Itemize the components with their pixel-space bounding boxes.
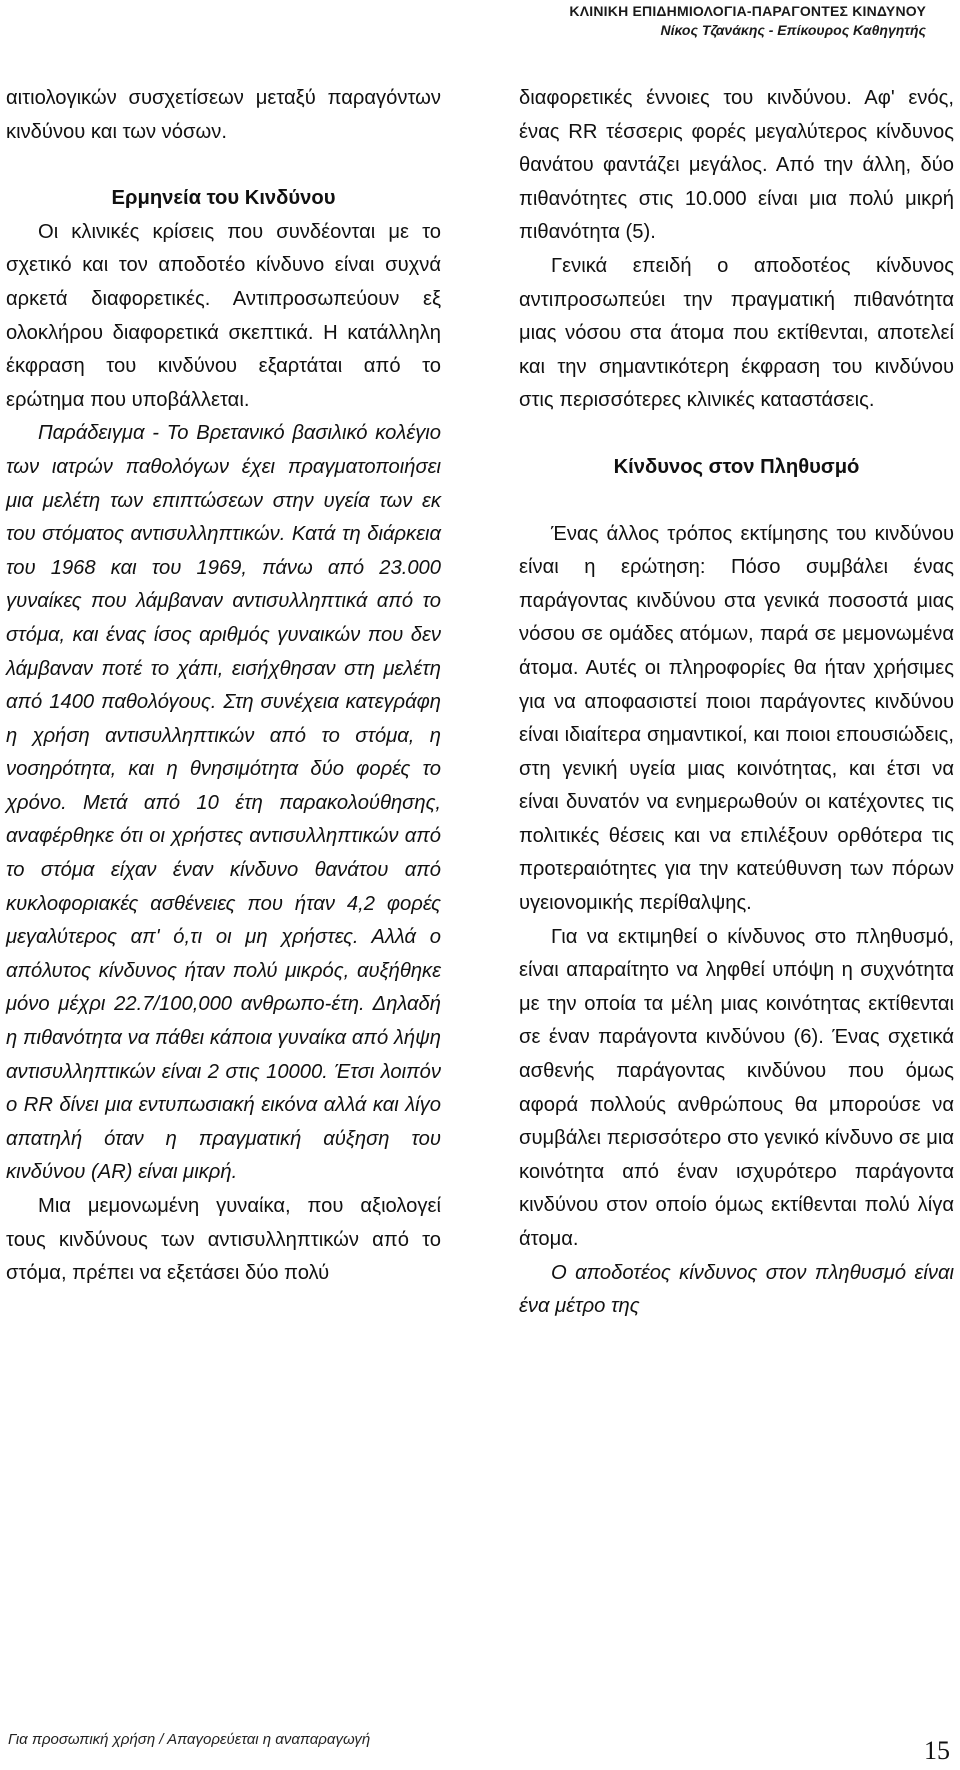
header-title: ΚΛΙΝΙΚΗ ΕΠΙΔΗΜΙΟΛΟΓΙΑ-ΠΑΡΑΓΟΝΤΕΣ ΚΙΝΔΥΝΟΥ xyxy=(569,3,926,19)
section-heading-risk-interpretation: Ερμηνεία του Κινδύνου xyxy=(111,187,336,210)
right-column xyxy=(519,82,954,1324)
page-header xyxy=(226,0,926,40)
right-paragraph-1: Γενικά επειδή ο αποδοτέος κίνδυνος αντιπροσωπεύει την πραγματική πιθανότητα μιας νόσου στα άτομα που εκτίθενται, αποτελεί και την σημαντικότερη έκφραση του κινδύνου στις περισσότερες κλινικές καταστάσεις. xyxy=(519,254,954,412)
left-paragraph-1: Οι κλινικές κρίσεις που συνδέονται με το σχετικό και τον αποδοτέο κίνδυνο είναι συχνά αρκετά διαφορετικές. Αντιπροσωπεύουν εξ ολοκλήρου διαφορετικά σκεπτικά. Η κατάλληλη έκφραση του κινδύνου εξαρτάται από το ερώτημα που υποβάλλεται. xyxy=(6,220,441,411)
section-heading-population-risk: Κίνδυνος στον Πληθυσμό xyxy=(613,455,860,478)
right-continuation-text: διαφορετικές έννοιες του κινδύνου. Αφ' ενός, ένας RR τέσσερις φορές μεγαλύτερος κίνδυνος θανάτου φαντάζει μεγάλος. Από την άλλη, δύο πιθανότητες στις 10.000 είναι μια πολύ μικρή πιθανότητα (5). xyxy=(519,87,954,244)
spacer xyxy=(6,149,441,182)
footer-copyright-notice: Για προσωπική χρήση / Απαγορεύεται η αναπαραγωγή xyxy=(8,1731,371,1748)
right-paragraph-3: Για να εκτιμηθεί ο κίνδυνος στο πληθυσμό, είναι απαραίτητο να ληφθεί υπόψη η συχνότητα με την οποία τα μέλη μιας κοινότητας εκτίθενται σε έναν παράγοντα κινδύνου (6). Ένας σχετικά ασθενής παράγοντας κινδύνου που όμως αφορά πολλούς ανθρώπους θα μπορούσε να συμβάλει περισσότερο στο γενικό κίνδυνο σε μια κοινότητα από έναν ισχυρότερο παράγοντα κινδύνου στον οποίο όμως εκτίθενται πολύ λίγα άτομα. xyxy=(519,925,954,1250)
left-paragraph-2: Μια μεμονωμένη γυναίκα, που αξιολογεί τους κινδύνους των αντισυλληπτικών από το στόμα, πρέπει να εξετάσει δύο πολύ xyxy=(6,1195,441,1285)
right-paragraph-4: Ο αποδοτέος κίνδυνος στον πληθυσμό είναι ένα μέτρο της xyxy=(519,1261,954,1318)
page-number: 15 xyxy=(924,1736,950,1765)
header-author: Νίκος Τζανάκης - Επίκουρος Καθηγητής xyxy=(660,22,926,38)
left-column xyxy=(6,82,441,1291)
left-intro-text: αιτιολογικών συσχετίσεων μεταξύ παραγόντων κινδύνου και των νόσων. xyxy=(6,87,441,143)
left-example-paragraph: Παράδειγμα - Το Βρετανικό βασιλικό κολέγιο των ιατρών παθολόγων έχει πραγματοποιήσει μια μελέτη των επιπτώσεων στην υγεία των εκ του στόματος αντισυλληπτικών. Κατά τη διάρκεια του 1968 και του 1969, πάνω από 23.000 γυναίκες που λάμβαναν αντισυλληπτικά από το στόμα, και ένας ίσος αριθμός γυναικών που δεν λάμβαναν ποτέ το χάπι, εισήχθησαν στη μελέτη από 1400 παθολόγους. Στη συνέχεια κατεγράφη η χρήση αντισυλληπτικών από το στόμα, η νοσηρότητα, και η θνησιμότητα δύο φορές το χρόνο. Μετά από 10 έτη παρακολούθησης, αναφέρθηκε ότι οι χρήστες αντισυλληπτικών από το στόμα είχαν έναν κίνδυνο θανάτου από κυκλοφοριακές ασθένειες που ήταν 4,2 φορές μεγαλύτερος απ' ό,τι οι μη χρήστες. Αλλά ο απόλυτος κίνδυνος ήταν πολύ μικρός, αυξήθηκε μόνο μέχρι 22.7/100,000 ανθρωπο-έτη. Δηλαδή η πιθανότητα να πάθει κάποια γυναίκα από λήψη αντισυλληπτικών είναι 2 στις 10000. Έτσι λοιπόν ο RR δίνει μια εντυπωσιακή εικόνα αλλά και λίγο απατηλή όταν η πραγματική αύξηση του κινδύνου (AR) είναι μικρή. xyxy=(6,422,441,1184)
spacer xyxy=(519,418,954,451)
spacer xyxy=(519,485,954,518)
right-paragraph-2: Ένας άλλος τρόπος εκτίμησης του κινδύνου είναι η ερώτηση: Πόσο συμβάλει ένας παράγοντας κινδύνου στα γενικά ποσοστά μιας νόσου σε ομάδες ατόμων, παρά σε μεμονωμένα άτομα. Αυτές οι πληροφορίες θα ήταν χρήσιμες για να αποφασιστεί ποιοι παράγοντες κινδύνου είναι ιδιαίτερα σημαντικοί, και ποιοι επουσιώδεις, στη γενική υγεία μιας κοινότητας, και έτσι να είναι δυνατόν να ενημερωθούν οι κατέχοντες τις πολιτικές θέσεις και να επιλέξουν ορθότερα τις προτεραιότητες για την κατεύθυνση των πόρων υγειονομικής περίθαλψης. xyxy=(519,522,954,915)
